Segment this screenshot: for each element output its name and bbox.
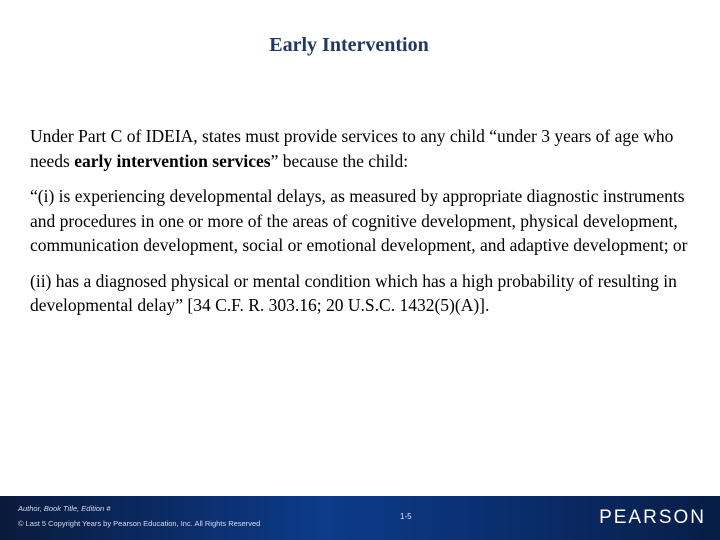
paragraph-intro-after: ” because the child: (270, 150, 409, 171)
paragraph-intro (30, 124, 702, 173)
footer-bar (0, 496, 720, 540)
paragraph-criterion-ii: (ii) has a diagnosed physical or mental condition which has a high probability of resulting in developmental delay” [34 C.F. R. 303.16; 20 U.S.C. 1432(5)(A)]. (30, 270, 677, 315)
slide-title: Early Intervention (269, 34, 429, 56)
footer-copyright-line: © Last 5 Copyright Years by Pearson Education, Inc. All Rights Reserved (18, 519, 261, 528)
paragraph-criterion-i: “(i) is experiencing developmental delays, as measured by appropriate diagnostic instruments and procedures in one or more of the areas of cognitive development, physical development, communication development, social or emotional development, and adaptive development; or (30, 186, 688, 255)
footer-author-line: Author, Book Title, Edition # (18, 504, 111, 513)
paragraph-intro-before: Under Part C of IDEIA, states must provide services to any child “under 3 years of age who needs (30, 126, 674, 171)
page-number: 1-5 (400, 512, 412, 521)
slide-body (30, 124, 702, 329)
paragraph-intro-bold: early intervention services (74, 150, 271, 171)
pearson-logo: PEARSON (599, 507, 706, 528)
